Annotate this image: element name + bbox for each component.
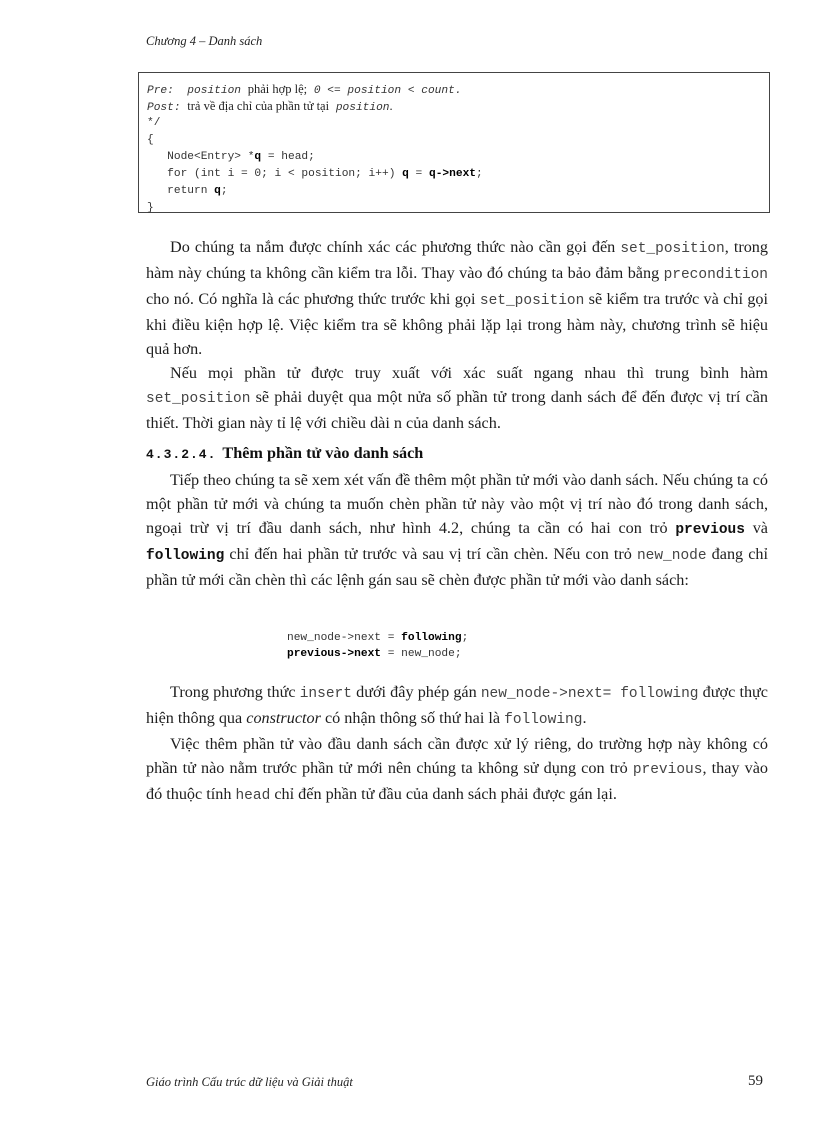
code-token: ; — [461, 632, 469, 644]
paragraph-1 — [146, 235, 768, 361]
page-number: 59 — [748, 1073, 763, 1089]
code-post-label: Post: — [147, 102, 181, 114]
code-snippet — [287, 630, 468, 662]
text-run: và — [744, 519, 768, 537]
paragraph-3 — [146, 468, 768, 592]
text-run: đang chỉ phần tử mới cần chèn thì các lệnh gán sau sẽ chèn được phần tử mới vào danh sách: — [146, 545, 768, 589]
code-token: new_node->next = — [287, 632, 402, 644]
code-line-pre — [147, 81, 769, 98]
code-pre-var: position — [187, 85, 242, 97]
text-run: Nếu mọi phần tử được truy xuất với xác suất ngang nhau thì trung bình hàm — [170, 364, 768, 382]
text-run: chỉ đến phần tử đầu của danh sách phải được gán lại. — [270, 785, 617, 803]
snippet-line-2 — [287, 646, 468, 662]
paragraph-2 — [146, 361, 768, 435]
section-title-text: Thêm phần tử vào danh sách — [222, 444, 424, 462]
code-token: = — [408, 168, 429, 180]
inline-code: set_position — [620, 241, 725, 257]
section-number: 4.3.2.4. — [146, 447, 217, 462]
code-block — [138, 72, 770, 213]
inline-code: previous — [632, 762, 703, 778]
inline-code: set_position — [146, 391, 251, 407]
code-token: ; — [476, 168, 483, 180]
inline-code-bold: previous — [675, 522, 745, 538]
text-run: có nhận thông số thứ hai là — [320, 709, 505, 727]
text-run: chỉ đến hai phần tử trước và sau vị trí cần chèn. Nếu con trỏ — [224, 545, 637, 563]
inline-code: insert — [299, 686, 352, 702]
code-pre-text: phải hợp lệ; — [247, 82, 308, 96]
text-run: sẽ kiểm tra trước và chỉ gọi khi điều kiện hợp lệ. Việc kiểm tra sẽ không phải lặp lại trong hàm này, chương trình sẽ hiệu quả hơn. — [146, 290, 768, 358]
code-pre-cond: 0 <= position < count. — [313, 85, 462, 97]
paragraph-5 — [146, 732, 768, 808]
section-heading — [146, 444, 423, 463]
code-line-close-brace: } — [147, 202, 154, 214]
inline-code: precondition — [663, 267, 768, 283]
text-run: dưới đây phép gán — [351, 683, 481, 701]
chapter-header: Chương 4 – Danh sách — [146, 34, 263, 48]
code-token-bold: q — [402, 168, 409, 180]
code-token-bold: previous->next — [287, 648, 381, 660]
code-line-comment-end: */ — [147, 117, 161, 129]
text-run: Trong phương thức — [170, 683, 300, 701]
code-post-var: position — [335, 102, 390, 114]
snippet-line-1 — [287, 630, 468, 646]
code-post-end: . — [389, 99, 393, 113]
inline-code: following — [504, 712, 583, 728]
text-run: . — [582, 709, 587, 727]
text-run: cho nó. Có nghĩa là các phương thức trước khi gọi — [146, 290, 480, 308]
code-token-bold: q — [214, 185, 221, 197]
inline-code-bold: following — [146, 548, 225, 564]
code-token: = new_node; — [381, 648, 462, 660]
text-run: sẽ phải duyệt qua một nửa số phần tử trong danh sách để đến được vị trí cần thiết. Thời gian này tỉ lệ với chiều dài n của danh sách. — [146, 388, 768, 432]
code-line-3 — [147, 183, 769, 200]
code-token-bold: following — [401, 632, 462, 644]
code-pre-label: Pre: — [147, 85, 174, 97]
text-run: , trong hàm này chúng ta không cần kiểm tra lỗi. Thay vào đó chúng ta bảo đảm bằng — [146, 238, 768, 282]
paragraph-4 — [146, 680, 768, 732]
code-token-bold: q->next — [429, 168, 476, 180]
text-run: Do chúng ta nắm được chính xác các phương thức nào cần gọi đến — [170, 238, 621, 256]
italic-term: constructor — [246, 709, 321, 727]
text-run: Việc thêm phần tử vào đầu danh sách cần được xử lý riêng, do trường hợp này không có phần tử nào nằm trước phần tử mới nên chúng ta không sử dụng con trỏ — [146, 735, 768, 777]
code-token-bold: q — [254, 151, 262, 163]
text-run: Tiếp theo chúng ta sẽ xem xét vấn đề thêm một phần tử mới vào danh sách. Nếu chúng ta có một phần tử mới và chúng ta muốn chèn phần tử này vào một vị trí nào đó trong danh sách, ngoại trừ vị trí đầu danh sách, như hình 4.2, chúng ta cần có hai con trỏ — [146, 471, 768, 537]
paragraph-block-2 — [146, 468, 768, 592]
code-line-open-brace: { — [147, 134, 154, 146]
code-line-1 — [147, 149, 769, 166]
text-run: được thực hiện thông qua — [146, 683, 768, 727]
inline-code: head — [235, 788, 271, 804]
inline-code: new_node — [636, 548, 707, 564]
code-token: for (int i = 0; i < position; i++) — [147, 168, 403, 180]
text-run: , thay vào đó thuộc tính — [146, 759, 768, 803]
code-token: = head; — [261, 151, 315, 163]
code-line-post — [147, 98, 769, 115]
code-token: ; — [220, 185, 228, 197]
inline-code: set_position — [479, 293, 585, 309]
code-post-text: trả về địa chỉ của phần tử tại — [187, 99, 330, 113]
paragraph-block-3 — [146, 680, 768, 808]
footer-book-title: Giáo trình Cấu trúc dữ liệu và Giải thuật — [146, 1075, 353, 1089]
paragraph-block-1 — [146, 235, 768, 435]
code-token: return — [147, 185, 215, 197]
code-token: Node<Entry> * — [147, 151, 255, 163]
inline-code: new_node->next= following — [480, 686, 699, 702]
code-line-2 — [147, 166, 769, 183]
